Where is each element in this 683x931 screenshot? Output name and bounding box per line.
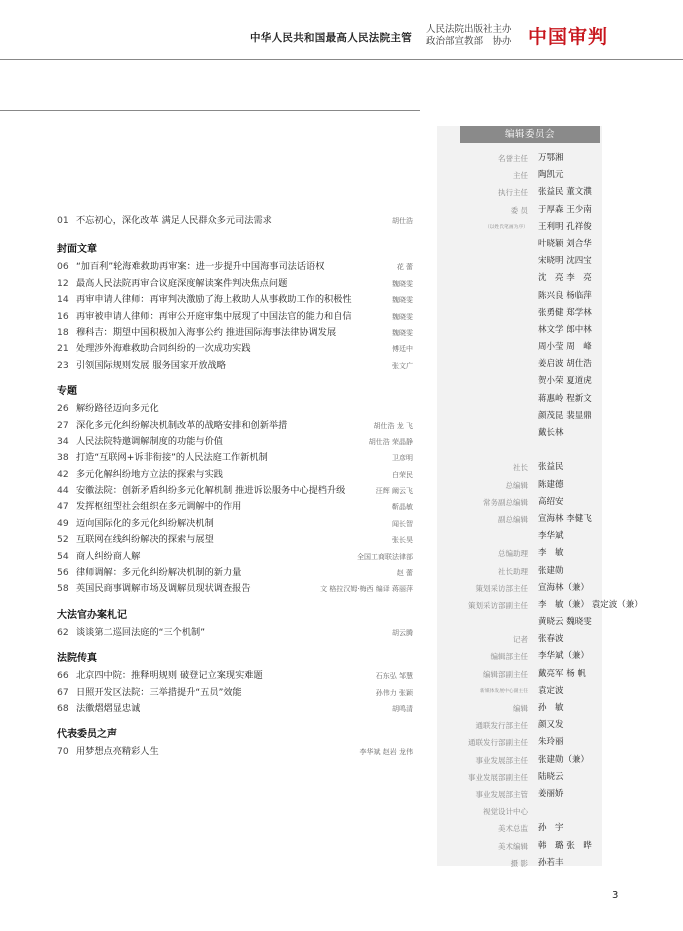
board-row bbox=[437, 614, 602, 631]
toc-author: 魏晓雯 bbox=[392, 296, 413, 305]
toc-page-number: 47 bbox=[57, 501, 69, 513]
board-row bbox=[437, 391, 602, 408]
toc-title: 处理涉外海难救助合同纠纷的一次成功实践 bbox=[76, 343, 251, 355]
board-names: 陈兴良 杨临萍 bbox=[538, 290, 592, 301]
board-names: 宣海林（兼） bbox=[538, 582, 590, 593]
board-role: 事业发展部主管 bbox=[475, 789, 528, 799]
board-names: 孙若丰 bbox=[538, 857, 564, 868]
board-names: 陈建德 bbox=[538, 479, 564, 490]
board-names: 戴长林 bbox=[538, 428, 564, 438]
header-publisher bbox=[426, 24, 512, 48]
board-role: 视觉设计中心 bbox=[483, 807, 528, 817]
board-names: 戴亮军 杨 帆 bbox=[538, 668, 586, 679]
board-row bbox=[437, 820, 602, 837]
board-row bbox=[437, 322, 602, 339]
toc-item-lead[interactable] bbox=[57, 213, 415, 229]
toc-author: 胡仕浩 龙 飞 bbox=[373, 421, 413, 430]
toc-title: 最高人民法院再审合议庭深度解读案件判决焦点问题 bbox=[76, 277, 288, 289]
toc-item[interactable] bbox=[57, 309, 415, 325]
toc-author: 胡云腾 bbox=[392, 628, 413, 637]
toc-author: 汪辉 阚云飞 bbox=[375, 487, 413, 496]
toc-item[interactable] bbox=[57, 434, 415, 450]
toc-item[interactable] bbox=[57, 549, 415, 565]
board-names: 袁定波 bbox=[538, 685, 564, 696]
toc-author: 胡鸣清 bbox=[392, 704, 413, 713]
page-header bbox=[0, 0, 683, 60]
board-names: 万鄂湘 bbox=[538, 153, 564, 163]
board-role: 通联发行部副主任 bbox=[468, 738, 528, 748]
board-row bbox=[437, 150, 602, 167]
toc-section-heading: 代表委员之声 bbox=[57, 729, 117, 741]
toc-title: 多元化解纠纷地方立法的探索与实践 bbox=[76, 468, 223, 480]
board-row bbox=[437, 803, 602, 820]
board-role: 通联发行部主任 bbox=[475, 721, 528, 731]
toc-page-number: 27 bbox=[57, 419, 69, 431]
board-role: 社长 bbox=[513, 463, 528, 473]
board-role: 总编辑 bbox=[505, 480, 528, 490]
board-role: 编辑部副主任 bbox=[483, 669, 528, 679]
toc-title: 互联网在线纠纷解决的探索与展望 bbox=[76, 534, 214, 546]
board-row bbox=[437, 648, 602, 665]
board-role: 美术总监 bbox=[498, 824, 528, 834]
toc-title: 英国民商事调解市场及调解员现状调查报告 bbox=[76, 583, 251, 595]
toc-author: 孙伟力 张颖 bbox=[375, 688, 413, 697]
toc-title: 再审被申请人律师：再审公开庭审集中展现了中国法官的能力和自信 bbox=[76, 310, 352, 322]
board-names: 孙 敏 bbox=[538, 703, 564, 713]
board-row bbox=[437, 528, 602, 545]
toc-author: 张长昊 bbox=[392, 536, 413, 545]
toc-title: 解纷路径迈向多元化 bbox=[76, 403, 159, 415]
toc-title: 商人纠纷商人解 bbox=[76, 550, 141, 562]
board-names: 黄晓云 魏晓雯 bbox=[538, 617, 592, 628]
toc-item[interactable] bbox=[57, 467, 415, 483]
toc-section-heading: 封面文章 bbox=[57, 244, 97, 256]
board-names: 孙 宇 bbox=[538, 823, 564, 834]
toc-section-heading: 法院传真 bbox=[57, 653, 97, 665]
toc-title: 律师调解：多元化纠纷解决机制的新力量 bbox=[76, 567, 242, 579]
board-row bbox=[437, 631, 602, 648]
toc-title: “加百利”轮海难救助再审案：进一步提升中国海事司法话语权 bbox=[76, 261, 325, 273]
toc-author: 魏晓雯 bbox=[392, 312, 413, 321]
board-names: 宋晓明 沈四宝 bbox=[538, 256, 592, 267]
toc-item[interactable] bbox=[57, 565, 415, 581]
toc-page-number: 66 bbox=[57, 670, 69, 682]
toc-item[interactable] bbox=[57, 325, 415, 341]
board-row bbox=[437, 683, 602, 700]
toc-page-number: 12 bbox=[57, 277, 69, 289]
toc-item[interactable] bbox=[57, 358, 415, 374]
toc-item[interactable] bbox=[57, 625, 415, 641]
toc-page-number: 67 bbox=[57, 686, 69, 698]
board-row bbox=[437, 236, 602, 253]
toc-title: 引领国际规则发展 服务国家开放战略 bbox=[76, 359, 226, 371]
toc-author: 胡仕浩 bbox=[392, 217, 413, 225]
toc-section-heading: 专题 bbox=[57, 386, 77, 398]
toc-author: 魏晓雯 bbox=[392, 328, 413, 337]
board-names: 于厚森 王少南 bbox=[538, 204, 592, 215]
board-names: 贺小荣 夏道虎 bbox=[538, 376, 592, 387]
board-row bbox=[437, 425, 602, 442]
board-row bbox=[437, 786, 602, 803]
board-row bbox=[437, 202, 602, 219]
board-names: 李华斌（兼） bbox=[538, 651, 590, 662]
board-row bbox=[437, 597, 643, 614]
board-row bbox=[437, 408, 602, 425]
toc-item[interactable] bbox=[57, 341, 415, 357]
board-role: 名誉主任 bbox=[498, 154, 528, 163]
editorial-board-list bbox=[437, 150, 643, 872]
toc-item[interactable] bbox=[57, 483, 415, 499]
board-row bbox=[437, 305, 602, 322]
board-row bbox=[437, 219, 602, 236]
board-names: 张益民 bbox=[538, 462, 564, 473]
board-role: 编辑 bbox=[513, 704, 528, 713]
board-names: 李 敏（兼） 袁定波（兼） bbox=[538, 599, 643, 610]
board-names: 李华斌 bbox=[538, 531, 564, 542]
board-names: 姜启波 胡仕浩 bbox=[538, 359, 592, 370]
board-names: 陶凯元 bbox=[538, 170, 564, 181]
header-publisher-line1: 人民法院出版社主办 bbox=[426, 24, 512, 35]
toc-item[interactable] bbox=[57, 401, 415, 417]
toc-item[interactable] bbox=[57, 532, 415, 548]
board-role: 事业发展部主任 bbox=[475, 755, 528, 765]
board-names: 宣海林 李健飞 bbox=[538, 513, 592, 524]
board-role: 社长助理 bbox=[498, 566, 528, 576]
board-row bbox=[437, 666, 602, 683]
left-divider bbox=[0, 110, 420, 111]
board-row bbox=[437, 752, 602, 769]
board-row bbox=[437, 838, 602, 855]
toc-page-number: 58 bbox=[57, 583, 69, 595]
header-organization: 中华人民共和国最高人民法院主管 bbox=[250, 32, 412, 44]
board-row bbox=[437, 339, 602, 356]
board-names: 林文学 郎中林 bbox=[538, 324, 592, 335]
toc-section-heading: 大法官办案札记 bbox=[57, 609, 127, 621]
toc-title: 迈向国际化的多元化纠纷解决机制 bbox=[76, 517, 214, 529]
board-names: 张建勋 bbox=[538, 565, 564, 576]
toc-page-number: 56 bbox=[57, 567, 69, 579]
board-role: 常务副总编辑 bbox=[483, 497, 528, 507]
toc-item[interactable] bbox=[57, 292, 415, 308]
board-row bbox=[437, 769, 602, 786]
board-names: 高绍安 bbox=[538, 496, 564, 507]
board-row bbox=[437, 700, 602, 717]
toc-author: 赵 蕾 bbox=[396, 569, 413, 578]
board-row bbox=[437, 373, 602, 390]
toc-author: 李华斌 赵岩 龙伟 bbox=[359, 748, 413, 757]
toc-page-number: 34 bbox=[57, 435, 69, 447]
board-row bbox=[437, 545, 602, 562]
board-names: 张建勋（兼） bbox=[538, 754, 590, 765]
toc-author: 卫彦明 bbox=[392, 454, 413, 463]
toc-title: 安徽法院：创新矛盾纠纷多元化解机制 推进诉讼服务中心提档升级 bbox=[76, 485, 346, 497]
board-role: 事业发展部副主任 bbox=[468, 772, 528, 782]
board-names: 李 敏 bbox=[538, 548, 564, 559]
toc-page-number: 42 bbox=[57, 468, 69, 480]
toc-page-number: 01 bbox=[57, 215, 69, 226]
toc-author: 石东弘 邹慧 bbox=[375, 672, 413, 681]
toc-author: 靳晶敏 bbox=[392, 503, 413, 512]
toc-item[interactable] bbox=[57, 276, 415, 292]
toc-page-number: 06 bbox=[57, 261, 69, 273]
board-role: （以姓氏笔画为序） bbox=[484, 224, 528, 230]
toc-author: 全国工商联法律部 bbox=[357, 552, 413, 561]
board-role: 新媒体发展中心副主任 bbox=[480, 688, 528, 694]
board-names: 叶晓颖 刘合华 bbox=[538, 238, 592, 249]
board-names: 张勇健 郑学林 bbox=[538, 307, 592, 318]
toc-title: 人民法院特邀调解制度的功能与价值 bbox=[76, 435, 223, 447]
toc-item[interactable] bbox=[57, 418, 415, 434]
toc-item[interactable] bbox=[57, 668, 415, 684]
board-names: 张春波 bbox=[538, 634, 564, 645]
toc-title: 深化多元化纠纷解决机制改革的战略安排和创新举措 bbox=[76, 419, 288, 431]
table-of-contents bbox=[57, 213, 415, 761]
toc-item[interactable] bbox=[57, 685, 415, 701]
toc-title: 法徽熠熠显忠诚 bbox=[76, 702, 141, 714]
board-row bbox=[437, 459, 602, 476]
editorial-board-title: 编辑委员会 bbox=[460, 126, 600, 143]
board-row bbox=[437, 184, 602, 201]
toc-title: 穆科吉：期望中国积极加入海事公约 推进国际海事法律协调发展 bbox=[76, 326, 337, 338]
board-row bbox=[437, 580, 602, 597]
page-number: 3 bbox=[612, 890, 619, 901]
board-row bbox=[437, 477, 602, 494]
board-row bbox=[437, 563, 602, 580]
board-row bbox=[437, 253, 602, 270]
toc-page-number: 52 bbox=[57, 534, 69, 546]
board-names: 颜又发 bbox=[538, 720, 564, 731]
board-row bbox=[437, 717, 602, 734]
board-names: 朱玲丽 bbox=[538, 737, 564, 748]
board-names: 陆晓云 bbox=[538, 771, 564, 782]
board-role: 策划采访部副主任 bbox=[468, 600, 528, 610]
board-names: 张益民 董文濮 bbox=[538, 187, 592, 198]
toc-page-number: 49 bbox=[57, 517, 69, 529]
header-divider bbox=[0, 59, 683, 60]
toc-page-number: 44 bbox=[57, 485, 69, 497]
toc-title: 再审申请人律师：再审判决激励了海上救助人从事救助工作的积极性 bbox=[76, 294, 352, 306]
board-row bbox=[437, 288, 602, 305]
board-row bbox=[437, 270, 602, 287]
magazine-logo: 中国审判 bbox=[528, 26, 609, 48]
board-role: 摄 影 bbox=[510, 858, 528, 868]
toc-page-number: 18 bbox=[57, 326, 69, 338]
toc-page-number: 62 bbox=[57, 626, 69, 638]
board-names: 周小莹 周 峰 bbox=[538, 342, 592, 353]
board-role: 委 员 bbox=[510, 205, 528, 215]
toc-item[interactable] bbox=[57, 744, 415, 760]
board-names: 沈 亮 李 亮 bbox=[538, 273, 592, 284]
board-row bbox=[437, 167, 602, 184]
board-row bbox=[437, 511, 602, 528]
board-row bbox=[437, 442, 602, 459]
toc-item[interactable] bbox=[57, 259, 415, 275]
toc-item[interactable] bbox=[57, 701, 415, 717]
toc-page-number: 21 bbox=[57, 343, 69, 355]
board-names: 蒋惠岭 程新文 bbox=[538, 393, 592, 404]
board-role: 总编助理 bbox=[498, 549, 528, 559]
toc-author: 花 蕾 bbox=[396, 263, 413, 272]
toc-title: 用梦想点亮精彩人生 bbox=[76, 746, 159, 758]
toc-title: 谈谈第二巡回法庭的“三个机制” bbox=[76, 626, 205, 638]
toc-title: 不忘初心，深化改革 满足人民群众多元司法需求 bbox=[76, 215, 272, 226]
board-row bbox=[437, 356, 602, 373]
toc-item[interactable] bbox=[57, 499, 415, 515]
header-publisher-line2: 政治部宣教部 协办 bbox=[426, 36, 512, 47]
toc-page-number: 16 bbox=[57, 310, 69, 322]
board-row bbox=[437, 855, 602, 872]
toc-title: 发挥枢纽型社会组织在多元调解中的作用 bbox=[76, 501, 242, 513]
toc-item[interactable] bbox=[57, 450, 415, 466]
board-names: 韩 璐 张 晔 bbox=[538, 840, 592, 851]
toc-author: 白荣民 bbox=[392, 470, 413, 479]
toc-page-number: 26 bbox=[57, 403, 69, 415]
board-role: 执行主任 bbox=[498, 188, 528, 198]
toc-page-number: 38 bbox=[57, 452, 69, 464]
board-role: 副总编辑 bbox=[498, 514, 528, 524]
board-role: 策划采访部主任 bbox=[475, 583, 528, 593]
board-row bbox=[437, 734, 602, 751]
board-role: 美术编辑 bbox=[498, 841, 528, 851]
board-row bbox=[437, 494, 602, 511]
toc-page-number: 68 bbox=[57, 702, 69, 714]
board-names: 王利明 孔祥俊 bbox=[538, 221, 592, 232]
toc-item[interactable] bbox=[57, 516, 415, 532]
toc-author: 闻长智 bbox=[392, 519, 413, 528]
board-names: 颜茂昆 裴显鼎 bbox=[538, 410, 592, 421]
board-role: 主任 bbox=[513, 171, 528, 181]
toc-author: 魏晓雯 bbox=[392, 279, 413, 288]
toc-page-number: 14 bbox=[57, 294, 69, 306]
toc-page-number: 70 bbox=[57, 746, 69, 758]
toc-title: 北京四中院：推释明规则 破登记立案现实难题 bbox=[76, 670, 263, 682]
board-role: 记者 bbox=[513, 635, 528, 645]
toc-page-number: 23 bbox=[57, 359, 69, 371]
toc-author: 张文广 bbox=[392, 361, 413, 370]
toc-author: 文 格拉汉姆·梅西 编译 蒋丽萍 bbox=[320, 585, 413, 594]
board-role: 编辑部主任 bbox=[490, 652, 528, 662]
toc-item[interactable] bbox=[57, 581, 415, 597]
toc-page-number: 54 bbox=[57, 550, 69, 562]
toc-author: 胡仕浩 荣晶静 bbox=[368, 437, 413, 446]
board-names: 姜丽娇 bbox=[538, 788, 564, 799]
toc-title: 日照开发区法院：三举措提升“五员”效能 bbox=[76, 686, 242, 698]
toc-title: 打造“互联网+诉非衔接”的人民法庭工作新机制 bbox=[76, 452, 268, 464]
toc-author: 傅廷中 bbox=[392, 345, 413, 354]
